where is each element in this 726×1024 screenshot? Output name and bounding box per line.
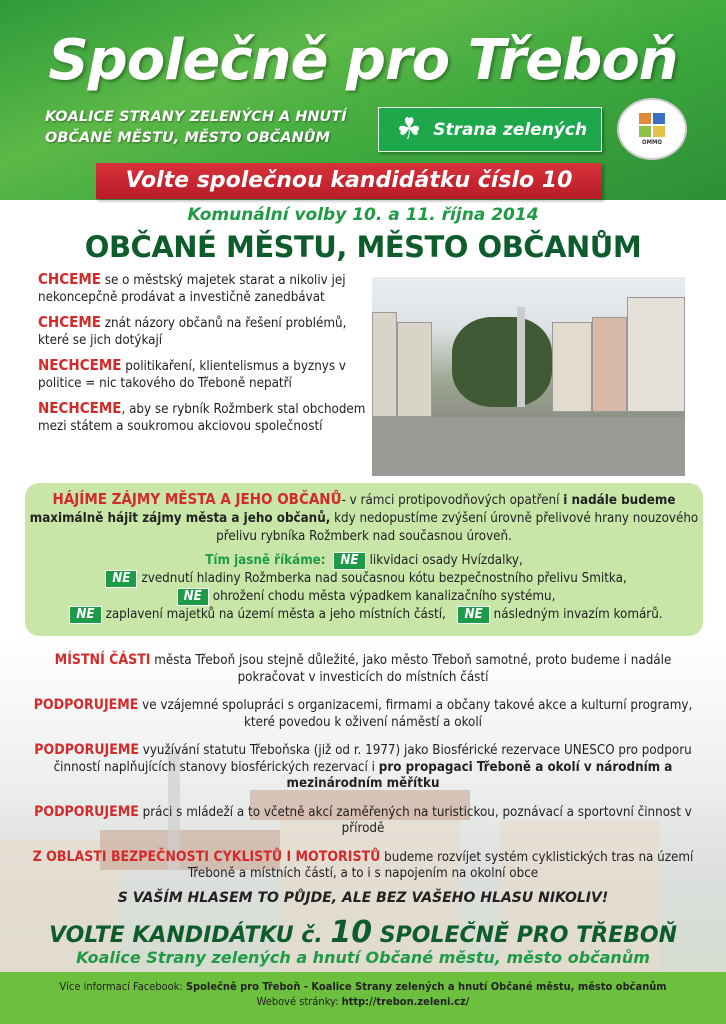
flood-paragraph: HÁJÍME ZÁJMY MĚSTA A JEHO OBČANŮ- v rámci protipovodňových opatření i nadále budeme maximálně hájit zájmy města a jeho občanů, kdy nedopustíme zvýšení úrovně přelivové hrany nouzového přelivu rybníka Rožmberk nad současnou úroveň. (29, 490, 699, 544)
ne-badge: NE (457, 606, 489, 624)
program-point: PODPORUJEME využívání statutu Třeboňska (již od r. 1977) jako Biosférické rezervace UNESCO pro podporu činností naplňujících stanovy biosférických rezervací i pro propagaci Třeboně a okolí v národním a mezinárodním měřítku (34, 742, 692, 791)
ne-badge: NE (69, 606, 101, 624)
ne-badge: NE (105, 570, 137, 588)
town-square-photo (372, 277, 685, 476)
slogan: S VAŠÍM HLASEM TO PŮJDE, ALE BEZ VAŠEHO HLASU NIKOLIV! (117, 890, 609, 906)
ne-list: Tím jasně říkáme: NE likvidaci osady Hvízdalky, NE zvednutí hladiny Rožmberka nad současnou kótu bezpečnostního přelivu Smitka, NE ohrožení chodu města výpadkem kanalizačního systému, NE zaplavení majetků na území města a jeho místních částí, NE následným invazím komárů. (25, 552, 703, 624)
program-point: PODPORUJEME práci s mládeží a to včetně akcí zaměřených na turistickou, poznávací a sportovní činnost v přírodě (34, 803, 692, 836)
website-link[interactable]: http://trebon.zeleni.cz/ (341, 995, 470, 1008)
program-points (20, 652, 706, 894)
program-point: PODPORUJEME ve vzájemné spolupráci s organizacemi, firmami a občany takové akce a kulturní programy, které povedou k oživení náměstí a okolí (33, 697, 693, 730)
statements-list (38, 271, 370, 443)
statement: NECHCEME, aby se rybník Rožmberk stal obchodem mezi státem a soukromou akciovou společností (38, 399, 366, 434)
poster-title: Společně pro Třeboň (48, 28, 678, 93)
statement: CHCEME se o městský majetek starat a nikoliv jej nekoncepčně prodávat a investičně zanedbávat (38, 270, 346, 305)
subtitle-line: KOALICE STRANY ZELENÝCH A HNUTÍ (45, 109, 347, 125)
ne-badge: NE (177, 588, 209, 606)
ne-badge: NE (333, 552, 365, 570)
puzzle-icon (639, 113, 665, 137)
program-point: Z OBLASTI BEZPEČNOSTI CYKLISTŮ I MOTORISTŮ budeme rozvíjet systém cyklistických tras na území Třeboně a místních částí, a to i s napojením na okolní obce (32, 848, 694, 881)
statement: CHCEME znát názory občanů na řešení problémů, které se jich dotýkají (38, 313, 347, 348)
statement: NECHCEME politikaření, klientelismus a byznys v politice = nic takového do Třeboně nepatří (38, 356, 346, 391)
election-date: Komunální volby 10. a 11. října 2014 (187, 205, 539, 225)
party-logo-box (378, 107, 602, 152)
coalition-name: Koalice Strany zelených a hnutí Občané městu, město občanům (76, 948, 650, 967)
vote-banner: Volte společnou kandidátku číslo 10 (96, 163, 602, 199)
main-heading: OBČANÉ MĚSTU, MĚSTO OBČANŮM (84, 230, 642, 264)
subtitle-line: OBČANÉ MĚSTU, MĚSTO OBČANŮM (45, 130, 330, 146)
facebook-link[interactable]: Společně pro Třeboň - Koalice Strany zelených a hnutí Občané městu, město občanům (185, 980, 667, 993)
clover-icon: ☘ (397, 111, 422, 147)
flood-protection-box (25, 483, 703, 636)
movement-logo: OMMO (617, 98, 687, 160)
coalition-subtitle (45, 107, 347, 149)
footer: Více informací Facebook: Společně pro Třeboň - Koalice Strany zelených a hnutí Občané městu, město občanům Webové stránky: http://trebon.zeleni.cz/ (0, 972, 726, 1024)
party-label: Strana zelených (433, 119, 588, 140)
program-point: MÍSTNÍ ČÁSTI města Třeboň jsou stejně důležité, jako město Třeboň samotné, proto budeme i nadále pokračovat v investicích do místních částí (54, 652, 672, 685)
vote-call: VOLTE KANDIDÁTKU č. 10 SPOLEČNĚ PRO TŘEBOŇ (48, 915, 678, 950)
